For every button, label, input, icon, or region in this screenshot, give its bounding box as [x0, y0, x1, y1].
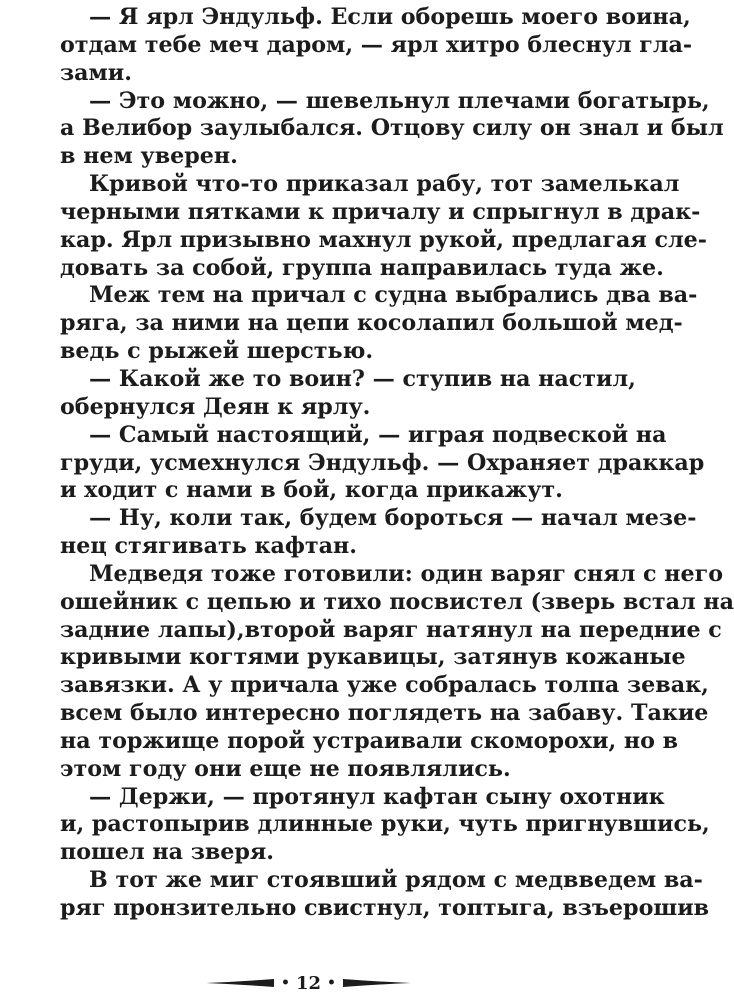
text-line: черными пятками к причалу и спрыгнул в драк- [60, 198, 701, 225]
text-line: на торжище порой устраивали скоморохи, но в [60, 727, 679, 754]
text-line: Меж тем на причал с судна выбрались два ва- [89, 282, 698, 309]
footer-dot: • [327, 975, 336, 991]
paragraph [60, 365, 636, 422]
text-line: В тот же миг стоявший рядом с медвведем ва- [89, 867, 703, 894]
text-line: кривыми когтями рукавицы, затянув кожаные [60, 644, 686, 671]
text-line: задние лапы),второй варяг натянул на передние с [60, 616, 722, 643]
paragraph [60, 87, 724, 172]
page-number: 12 [295, 972, 322, 994]
paragraph [60, 560, 734, 784]
text-line: ведь с рыжей шерстью. [60, 338, 374, 365]
paragraph [60, 867, 710, 923]
paragraph [60, 4, 693, 88]
text-line: — Ну, коли так, будем бороться — начал мезе- [89, 505, 697, 532]
paragraph [60, 171, 707, 282]
text-line: отдам тебе меч даром, — ярл хитро блеснул гла- [60, 31, 693, 58]
text-line: — Какой же то воин? — ступив на настил, [89, 365, 636, 392]
text-line: и ходит с нами в бой, когда прикажут. [60, 477, 563, 504]
text-line: в нем уверен. [60, 143, 238, 170]
paragraph [60, 421, 705, 506]
text-line: Медведя тоже готовили: один варяг снял с него [89, 560, 724, 587]
text-line: — Это можно, — шевельнул плечами богатырь, [89, 87, 710, 114]
text-line: нец стягивать кафтан. [60, 533, 357, 560]
text-body [60, 4, 734, 923]
text-line: груди, усмехнулся Эндульф. — Охраняет драккар [60, 449, 705, 476]
text-line: ряг пронзительно свистнул, топтыга, взъерошив [60, 895, 710, 921]
left-ornament-icon [205, 978, 275, 988]
text-line: завязки. А у причала уже собралась толпа зевак, [60, 672, 709, 699]
page-footer [0, 970, 617, 996]
text-line: и, растопырив длинные руки, чуть пригнувшись, [60, 811, 710, 838]
text-line: — Я ярл Эндульф. Если оборешь моего воина, [89, 4, 691, 30]
text-line: ряга, за ними на цепи косолапил большой мед- [60, 310, 683, 337]
right-ornament-icon [342, 978, 412, 988]
text-line: — Самый настоящий, — играя подвеской на [89, 421, 667, 448]
text-line: всем было интересно поглядеть на забаву. Такие [60, 700, 709, 727]
text-line: кар. Ярл призывно махнул рукой, предлагая сле- [60, 226, 707, 253]
paragraph [60, 505, 697, 561]
text-line: зами. [60, 59, 132, 86]
text-line: довать за собой, группа направилась туда же. [60, 254, 664, 281]
text-line: ошейник с цепью и тихо посвистел (зверь встал на [60, 588, 734, 615]
footer-dot: • [281, 975, 290, 991]
paragraph [60, 282, 698, 366]
text-line: — Держи, — протянул кафтан сыну охотник [89, 783, 665, 810]
text-line: обернулся Деян к ярлу. [60, 393, 371, 420]
text-line: а Велибор заулыбался. Отцову силу он знал и был [60, 115, 724, 142]
text-line: пошел на зверя. [60, 839, 275, 866]
text-line: этом году они еще не появлялись. [60, 755, 511, 782]
text-line: Кривой что-то приказал рабу, тот замелькал [89, 171, 680, 198]
paragraph [60, 783, 710, 868]
